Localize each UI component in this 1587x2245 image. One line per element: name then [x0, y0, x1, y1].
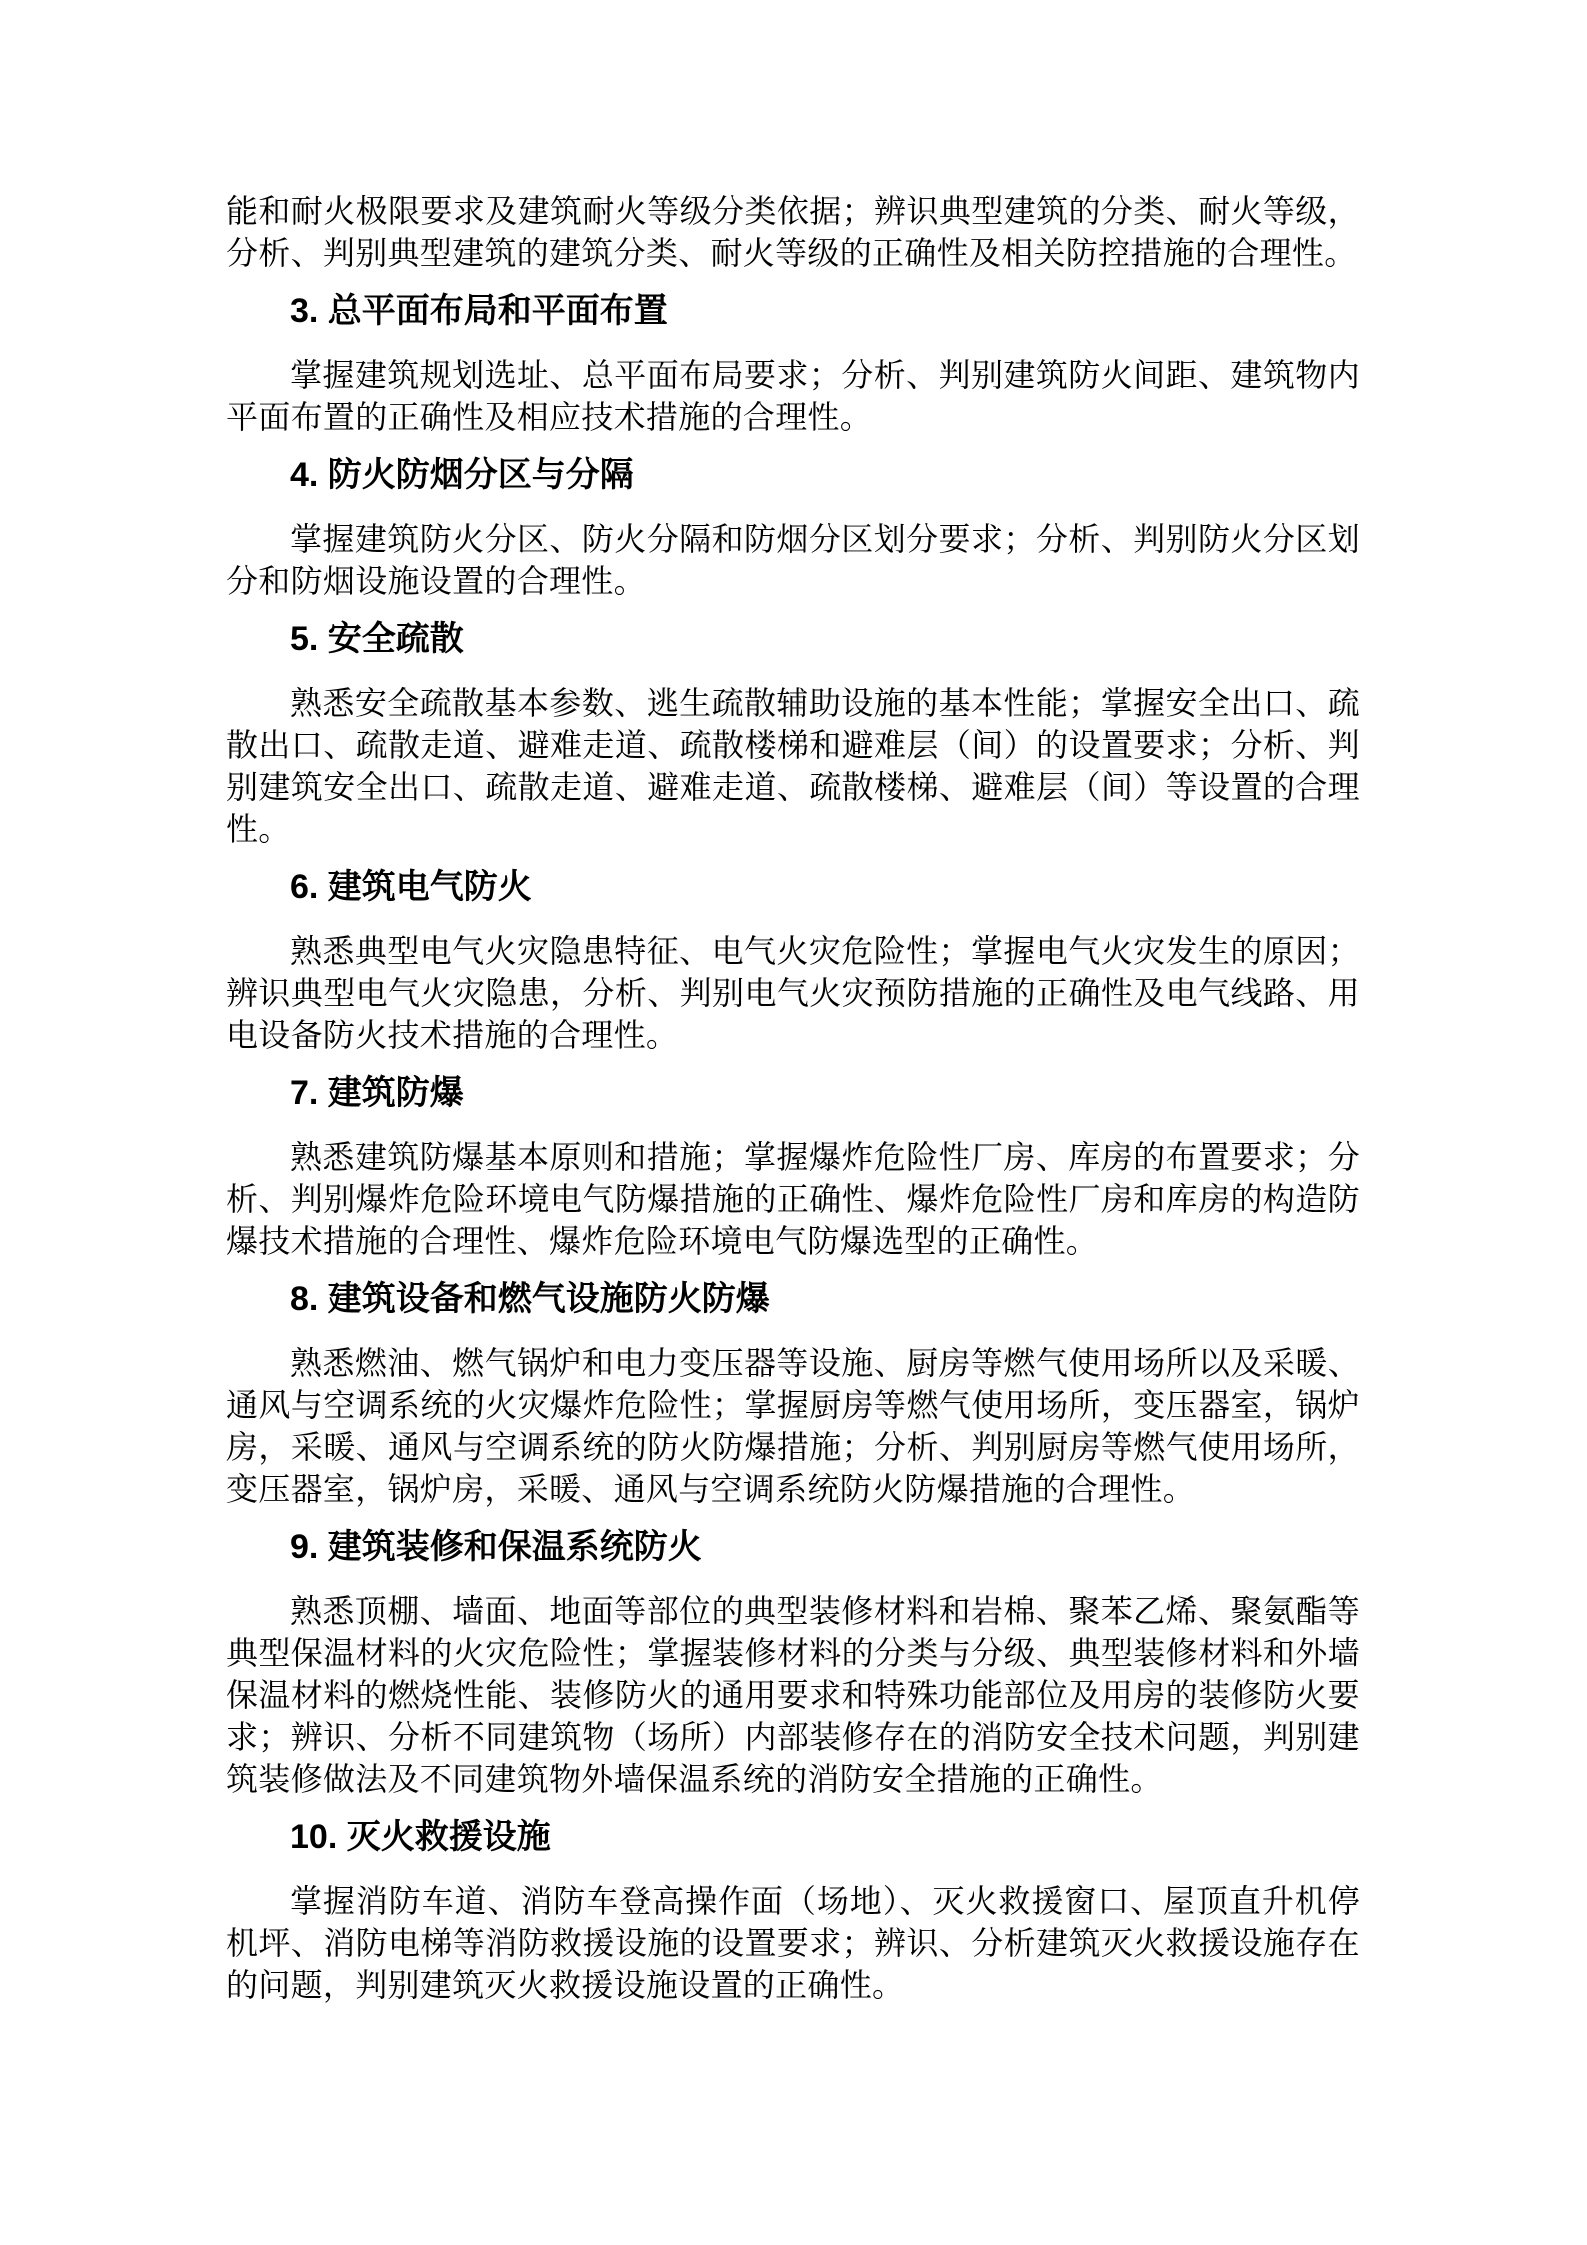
section-paragraph-3: 掌握建筑规划选址、总平面布局要求；分析、判别建筑防火间距、建筑物内平面布置的正确性及相应技术措施的合理性。: [226, 357, 1360, 435]
section-paragraph-10: 掌握消防车道、消防车登高操作面（场地）、灭火救援窗口、屋顶直升机停机坪、消防电梯等消防救援设施的设置要求；辨识、分析建筑灭火救援设施存在的问题，判别建筑灭火救援设施设置的正确性。: [226, 1883, 1360, 2003]
section-heading-4: 4. 防火防烟分区与分隔: [290, 456, 634, 494]
section-heading-10: 10. 灭火救援设施: [290, 1818, 551, 1856]
section-heading-8: 8. 建筑设备和燃气设施防火防爆: [290, 1280, 770, 1318]
section-paragraph-6: 熟悉典型电气火灾隐患特征、电气火灾危险性；掌握电气火灾发生的原因；辨识典型电气火灾隐患，分析、判别电气火灾预防措施的正确性及电气线路、用电设备防火技术措施的合理性。: [226, 933, 1360, 1053]
section-heading-3: 3. 总平面布局和平面布置: [290, 292, 668, 330]
section-heading-6: 6. 建筑电气防火: [290, 868, 532, 906]
section-heading-7: 7. 建筑防爆: [290, 1074, 464, 1112]
section-paragraph-5: 熟悉安全疏散基本参数、逃生疏散辅助设施的基本性能；掌握安全出口、疏散出口、疏散走道、避难走道、疏散楼梯和避难层（间）的设置要求；分析、判别建筑安全出口、疏散走道、避难走道、疏散楼梯、避难层（间）等设置的合理性。: [226, 685, 1360, 847]
section-paragraph-8: 熟悉燃油、燃气锅炉和电力变压器等设施、厨房等燃气使用场所以及采暖、通风与空调系统的火灾爆炸危险性；掌握厨房等燃气使用场所，变压器室，锅炉房，采暖、通风与空调系统的防火防爆措施；分析、判别厨房等燃气使用场所，变压器室，锅炉房，采暖、通风与空调系统防火防爆措施的合理性。: [226, 1345, 1360, 1507]
document-body: [226, 190, 1360, 2006]
section-paragraph-7: 熟悉建筑防爆基本原则和措施；掌握爆炸危险性厂房、库房的布置要求；分析、判别爆炸危险环境电气防爆措施的正确性、爆炸危险性厂房和库房的构造防爆技术措施的合理性、爆炸危险环境电气防爆选型的正确性。: [226, 1139, 1360, 1259]
continuation-paragraph: 能和耐火极限要求及建筑耐火等级分类依据；辨识典型建筑的分类、耐火等级，分析、判别典型建筑的建筑分类、耐火等级的正确性及相关防控措施的合理性。: [226, 193, 1360, 271]
section-heading-9: 9. 建筑装修和保温系统防火: [290, 1528, 702, 1566]
section-paragraph-9: 熟悉顶棚、墙面、地面等部位的典型装修材料和岩棉、聚苯乙烯、聚氨酯等典型保温材料的火灾危险性；掌握装修材料的分类与分级、典型装修材料和外墙保温材料的燃烧性能、装修防火的通用要求和特殊功能部位及用房的装修防火要求；辨识、分析不同建筑物（场所）内部装修存在的消防安全技术问题，判别建筑装修做法及不同建筑物外墙保温系统的消防安全措施的正确性。: [226, 1593, 1360, 1797]
section-heading-5: 5. 安全疏散: [290, 620, 464, 658]
section-paragraph-4: 掌握建筑防火分区、防火分隔和防烟分区划分要求；分析、判别防火分区划分和防烟设施设置的合理性。: [226, 521, 1360, 599]
